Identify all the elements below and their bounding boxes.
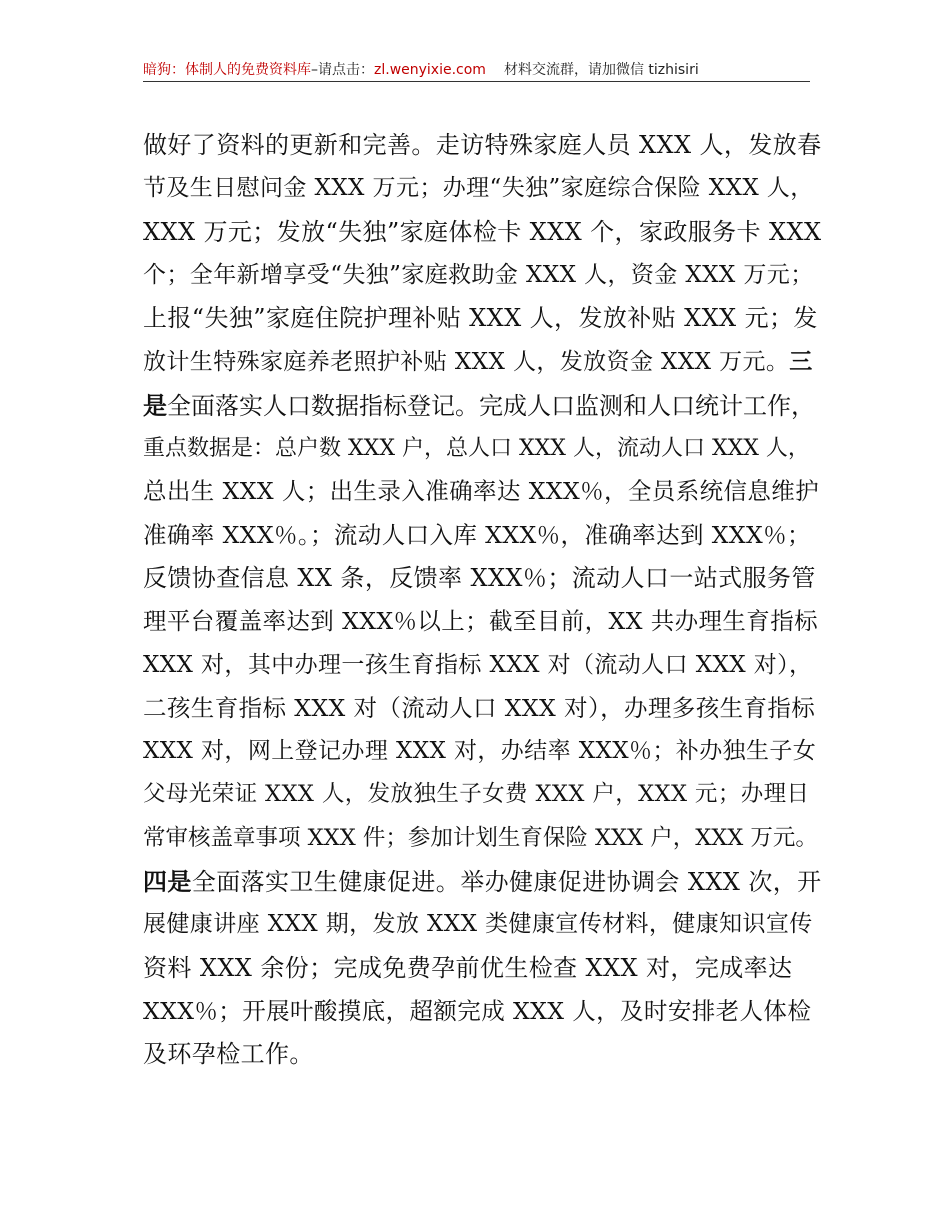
text-line: 重点数据是：总户数 XXX 户，总人口 XXX 人，流动人口 XXX 人， <box>143 436 810 462</box>
header-brand: 暗狗：体制人的免费资料库 <box>143 62 311 78</box>
text-line: 总出生 XXX 人；出生录入准确率达 XXX％，全员系统信息维护 <box>143 477 820 506</box>
text-line: 四是全面落实卫生健康促进。举办健康促进协调会 XXX 次，开 <box>143 867 822 897</box>
text-line: 资料 XXX 余份；完成免费孕前优生检查 XXX 对，完成率达 <box>143 953 793 982</box>
bold-marker: 四是 <box>143 867 192 897</box>
header-cta: –请点击： <box>311 62 374 78</box>
text-line: 做好了资料的更新和完善。走访特殊家庭人员 XXX 人，发放春 <box>143 131 822 159</box>
document-body <box>143 124 823 1077</box>
header-link[interactable]: zl.wenyixie.com <box>374 62 486 78</box>
text-line: 放计生特殊家庭养老照护补贴 XXX 人，发放资金 XXX 万元。三 <box>143 348 813 376</box>
text-line: 理平台覆盖率达到 XXX％以上；截至目前，XX 共办理生育指标 <box>143 607 818 636</box>
text-line: XXX 对，网上登记办理 XXX 对，办结率 XXX％；补办独生子女 <box>143 738 817 765</box>
text-line: 是全面落实人口数据指标登记。完成人口监测和人口统计工作， <box>143 390 815 420</box>
text-line: 个；全年新增享受“失独”家庭救助金 XXX 人，资金 XXX 万元； <box>143 261 814 288</box>
text-line: 节及生日慰问金 XXX 万元；办理“失独”家庭综合保险 XXX 人， <box>143 175 814 202</box>
header-divider <box>143 81 810 82</box>
text-line: 父母光荣证 XXX 人，发放独生子女费 XXX 户，XXX 元；办理日 <box>143 781 810 808</box>
text-line: XXX％；开展叶酸摸底，超额完成 XXX 人，及时安排老人体检 <box>143 996 812 1025</box>
text-line: XXX 万元；发放“失独”家庭体检卡 XXX 个，家政服务卡 XXX <box>143 217 822 246</box>
text-line: 常审核盖章事项 XXX 件；参加计划生育保险 XXX 户，XXX 万元。 <box>143 824 818 851</box>
page-header <box>143 56 810 80</box>
text-line: XXX 对，其中办理一孩生育指标 XXX 对（流动人口 XXX 对）， <box>143 651 813 678</box>
text-line: 上报“失独”家庭住院护理补贴 XXX 人，发放补贴 XXX 元；发 <box>143 304 818 333</box>
text-line: 展健康讲座 XXX 期，发放 XXX 类健康宣传材料，健康知识宣传 <box>143 911 813 938</box>
text-line: 反馈协查信息 XX 条，反馈率 XXX％；流动人口一站式服务管 <box>143 563 816 592</box>
text-line: 准确率 XXX％。；流动人口入库 XXX％，准确率达到 XXX％； <box>143 520 811 549</box>
header-wechat: 材料交流群，请加微信 tizhisiri <box>503 62 699 78</box>
text-line: 二孩生育指标 XXX 对（流动人口 XXX 对），办理多孩生育指标 <box>143 693 816 722</box>
bold-marker: 是 <box>143 390 167 420</box>
bold-marker: 三 <box>789 348 813 376</box>
text-line: 及环孕检工作。 <box>143 1040 314 1069</box>
